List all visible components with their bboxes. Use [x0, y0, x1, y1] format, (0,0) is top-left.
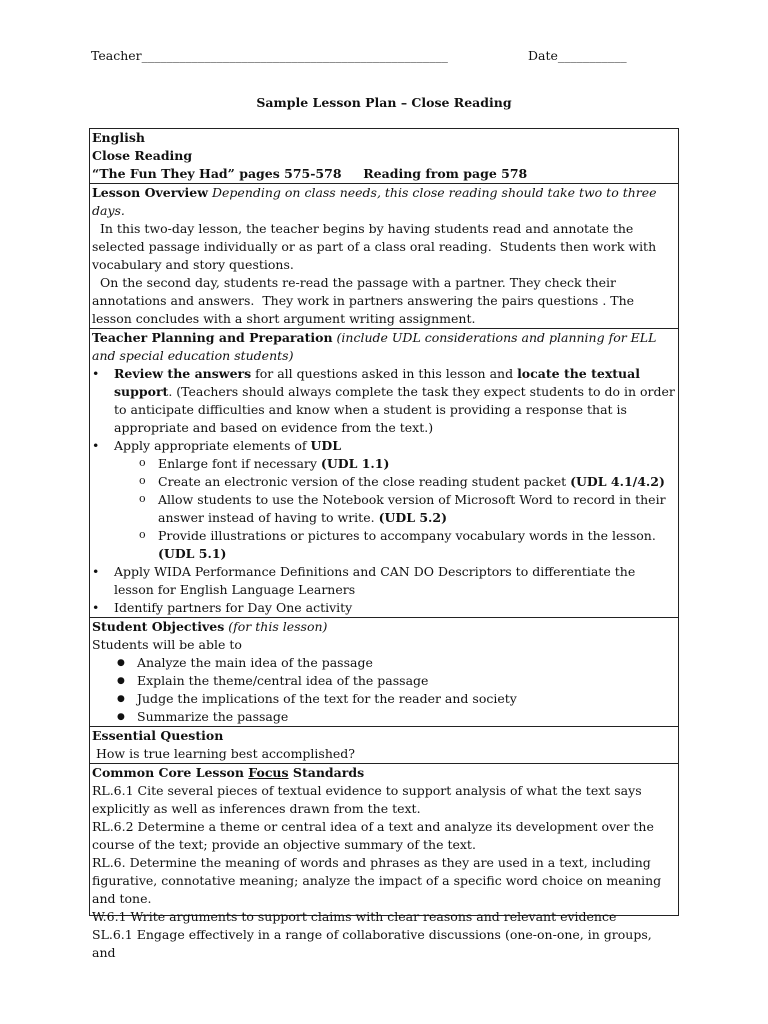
objectives-note: (for this lesson) [228, 619, 328, 634]
standard-item: RL.6.2 Determine a theme or central idea of a text and analyze its development over the course of the text; provide an objective summary of the text. [92, 819, 654, 852]
standards-section [90, 764, 678, 962]
wida-item: • Apply WIDA Performance Definitions and CAN DO Descriptors to differentiate the lesson for English Language Learners [92, 563, 676, 599]
reading-type: Close Reading [92, 148, 193, 163]
udl-code: (UDL 4.1/4.2) [570, 474, 665, 489]
standard-item: SL.6.1 Engage effectively in a range of collaborative discussions (one-on-one, in groups, and [92, 927, 652, 960]
standards-heading-part: Common Core Lesson [92, 765, 249, 780]
udl-subitem-text: Allow students to use the Notebook version of Microsoft Word to record in their answer instead of having to write. [158, 492, 666, 525]
objective-item: ● Summarize the passage [92, 708, 676, 726]
review-bold: Review the answers [114, 366, 252, 381]
udl-code: (UDL 1.1) [320, 456, 390, 471]
subject: English [92, 130, 145, 145]
lesson-overview-section [90, 184, 678, 329]
udl-subitem [114, 455, 676, 473]
udl-subitem-text: Provide illustrations or pictures to accompany vocabulary words in the lesson. [158, 528, 668, 543]
standard-item: RL.6.1 Cite several pieces of textual evidence to support analysis of what the text says explicitly as well as inferences drawn from the text. [92, 783, 642, 816]
udl-subitem-text: Create an electronic version of the close reading student packet [158, 474, 571, 489]
udl-subitem-text: Enlarge font if necessary [158, 456, 321, 471]
objective-item: ● Analyze the main idea of the passage [92, 654, 676, 672]
overview-paragraph-2: On the second day, students re-read the passage with a partner. They check their annotations and answers. They work in partners answering the pairs questions . The lesson concludes with a short argument writing assignment. [92, 275, 639, 326]
objectives-section [90, 618, 678, 727]
overview-note: Depending on class needs, this close reading should take two to three days. [92, 185, 657, 218]
udl-bold: UDL [310, 438, 342, 453]
planning-section [90, 329, 678, 618]
udl-text: Apply appropriate elements of [114, 438, 311, 453]
udl-subitem [114, 491, 676, 527]
standards-heading-part: Standards [288, 765, 365, 780]
review-text: for all questions asked in this lesson and [251, 366, 518, 381]
review-explanation: . (Teachers should always complete the task they expect students to do in order to anticipate difficulties and know when a student is providing a response that is appropriate and based on evidence from the text.) [114, 384, 675, 435]
objective-item: ● Explain the theme/central idea of the passage [92, 672, 676, 690]
review-answers-item [92, 365, 676, 437]
textual-support-bold: locate the textual support [114, 366, 640, 399]
header-line [91, 48, 691, 66]
essential-question-section [90, 727, 678, 764]
teacher-field[interactable]: Teacher_________________________________________________ [91, 48, 448, 63]
objectives-intro: Students will be able to [92, 637, 242, 652]
udl-code: (UDL 5.1) [158, 546, 227, 561]
udl-code: (UDL 5.2) [378, 510, 448, 525]
question-text: How is true learning best accomplished? [92, 746, 355, 761]
planning-note: (include UDL considerations and planning for ELL and special education students) [92, 330, 657, 363]
question-heading: Essential Question [92, 728, 224, 743]
page-title: Sample Lesson Plan – Close Reading [256, 95, 512, 110]
standards-heading [92, 764, 676, 782]
objective-item: ● Judge the implications of the text for the reader and society [92, 690, 676, 708]
focus-underlined: Focus [248, 765, 289, 780]
course-info-section [90, 129, 678, 184]
date-field[interactable]: Date___________ [528, 48, 627, 63]
overview-heading: Lesson Overview [92, 185, 209, 200]
standard-item: RL.6. Determine the meaning of words and phrases as they are used in a text, including figurative, connotative meaning; analyze the impact of a specific word choice on meaning and tone. [92, 855, 662, 906]
lesson-plan-table [89, 128, 679, 960]
standard-item: W.6.1 Write arguments to support claims with clear reasons and relevant evidence [92, 909, 617, 924]
objectives-heading: Student Objectives [92, 619, 225, 634]
udl-subitem [114, 527, 676, 563]
planning-heading: Teacher Planning and Preparation [92, 330, 333, 345]
udl-item [92, 437, 676, 563]
udl-subitem [114, 473, 676, 491]
text-reference: “The Fun They Had” pages 575-578 Reading from page 578 [92, 166, 528, 181]
overview-paragraph-1: In this two-day lesson, the teacher begins by having students read and annotate the selected passage individually or as part of a class oral reading. Students then work with vocabulary and story questions. [92, 221, 661, 272]
partners-item: • Identify partners for Day One activity [92, 599, 676, 617]
